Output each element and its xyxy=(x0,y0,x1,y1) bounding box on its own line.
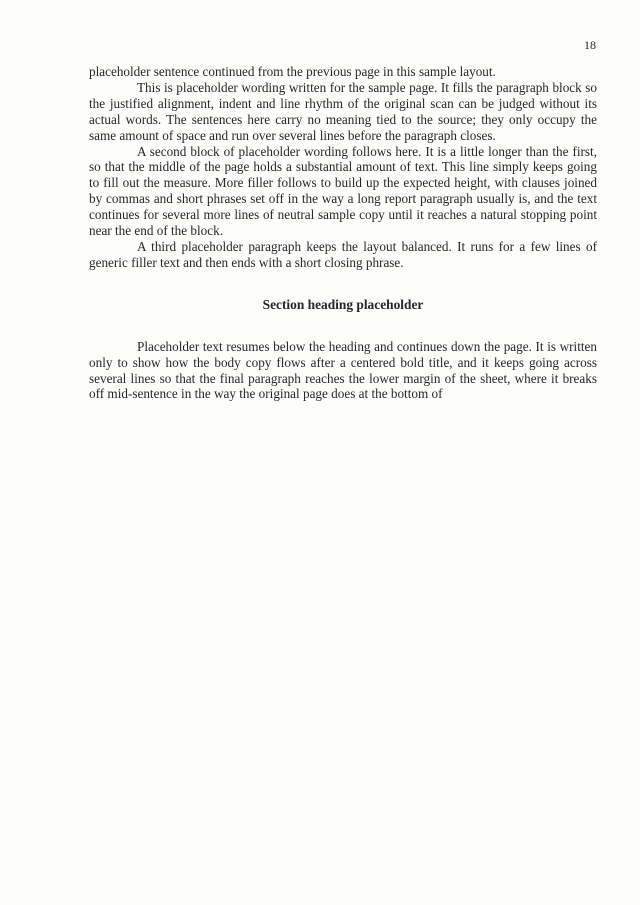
paragraph: Placeholder text resumes below the heading and continues down the page. It is written only to show how the body copy flows after a centered bold title, and it keeps going across several lines so that the final paragraph reaches the lower margin of the sheet, where it breaks off mid-sentence in the way the original page does at the bottom of xyxy=(89,338,597,402)
page-number: 18 xyxy=(584,38,596,52)
chapter-heading: Section heading placeholder xyxy=(262,296,424,312)
body-text xyxy=(89,64,597,402)
paragraph: A third placeholder paragraph keeps the layout balanced. It runs for a few lines of generic filler text and then ends with a short closing phrase. xyxy=(89,238,597,270)
paragraph: A second block of placeholder wording follows here. It is a little longer than the first, so that the middle of the page holds a substantial amount of text. This line simply keeps going to fill out the measure. More filler follows to build up the expected height, with clauses joined by commas and short phrases set off in the way a long report paragraph usually is, and the text continues for several more lines of neutral sample copy until it reaches a natural stopping point near the end of the block. xyxy=(89,143,597,239)
paragraph: This is placeholder wording written for the sample page. It fills the paragraph block so the justified alignment, indent and line rhythm of the original scan can be judged without its actual words. The sentences here carry no meaning tied to the source; they only occupy the same amount of space and run over several lines before the paragraph closes. xyxy=(89,79,597,143)
paragraph: placeholder sentence continued from the previous page in this sample layout. xyxy=(89,64,496,79)
